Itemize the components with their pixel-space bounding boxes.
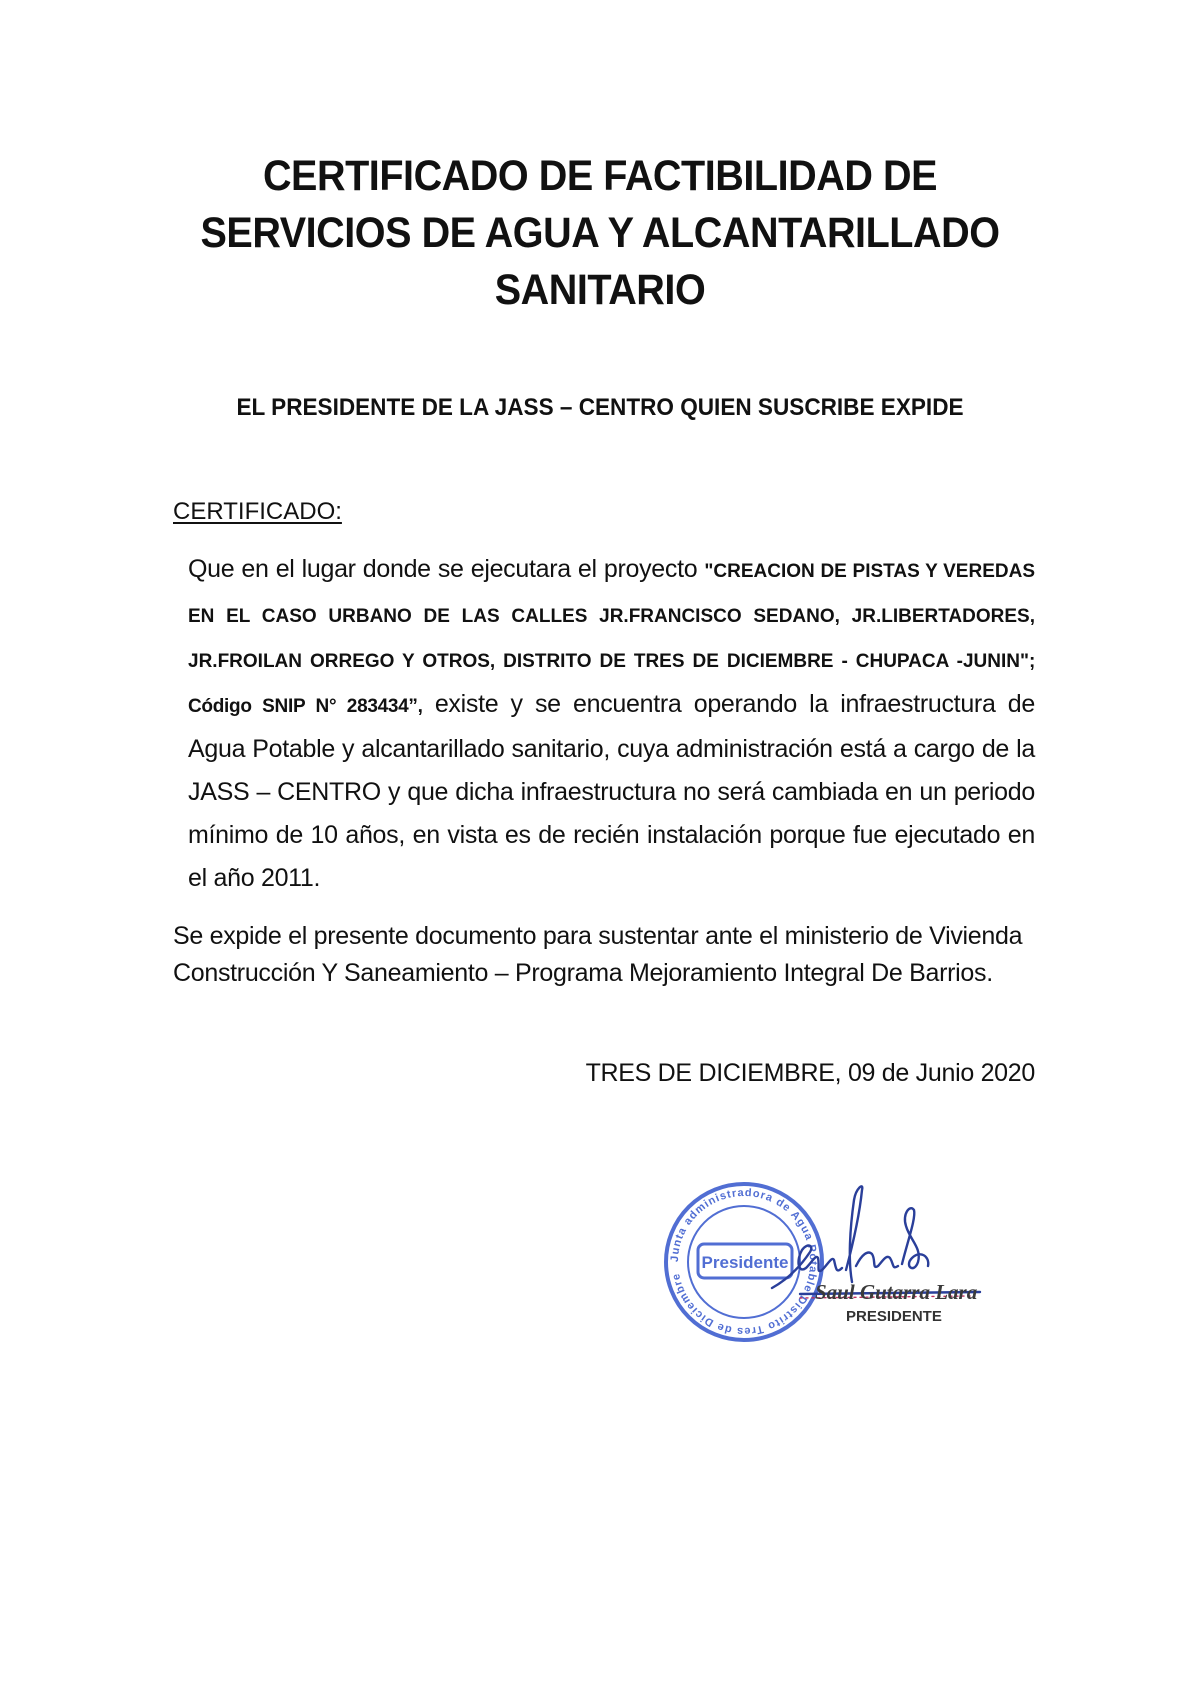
- stamp-center-text: Presidente: [701, 1253, 789, 1272]
- date-line: TRES DE DICIEMBRE, 09 de Junio 2020: [585, 1059, 1035, 1087]
- title-line-1: CERTIFICADO DE FACTIBILIDAD DE: [262, 152, 938, 200]
- body-intro: Que en el lugar donde se ejecutara el proyecto: [188, 555, 705, 583]
- snip-code: ; Código SNIP N° 283434”,: [188, 651, 1035, 717]
- project-name: "CREACION DE PISTAS Y VEREDAS EN EL CASO URBANO DE LAS CALLES JR.FRANCISCO SEDANO, JR.LIBERTADORES, JR.FROILAN ORREGO Y OTROS, DISTRITO DE TRES DE DICIEMBRE - CHUPACA -JUNIN": [188, 561, 1035, 672]
- document-title: [158, 148, 1041, 319]
- signer-role: PRESIDENTE: [846, 1308, 942, 1325]
- signature-block: [650, 1170, 1010, 1350]
- document-subtitle: EL PRESIDENTE DE LA JASS – CENTRO QUIEN SUSCRIBE EXPIDE: [236, 394, 964, 421]
- signer-name: Saul Gutarra Lara: [815, 1280, 978, 1304]
- closing-paragraph: Se expide el presente documento para sustentar ante el ministerio de Vivienda Construcción Y Saneamiento – Programa Mejoramiento Integral De Barrios.: [173, 922, 1023, 987]
- title-line-3: SANITARIO: [494, 266, 706, 314]
- stamp-outer-text: Junta administradora de Agua Potable Distrito Tres de Diciembre: [668, 1186, 820, 1338]
- stamp-and-signature-graphic: [650, 1170, 1010, 1350]
- body-rest: existe y se encuentra operando la infraestructura de Agua Potable y alcantarillado sanitario, cuya administración está a cargo de la JASS – CENTRO y que dicha infraestructura no será cambiada en un periodo mínimo de 10 años, en vista es de recién instalación porque fue ejecutado en el año 2011.: [188, 690, 1035, 892]
- certificate-body: [188, 548, 1035, 900]
- certificate-label: CERTIFICADO:: [173, 498, 342, 525]
- title-line-2: SERVICIOS DE AGUA Y ALCANTARILLADO: [200, 209, 1000, 257]
